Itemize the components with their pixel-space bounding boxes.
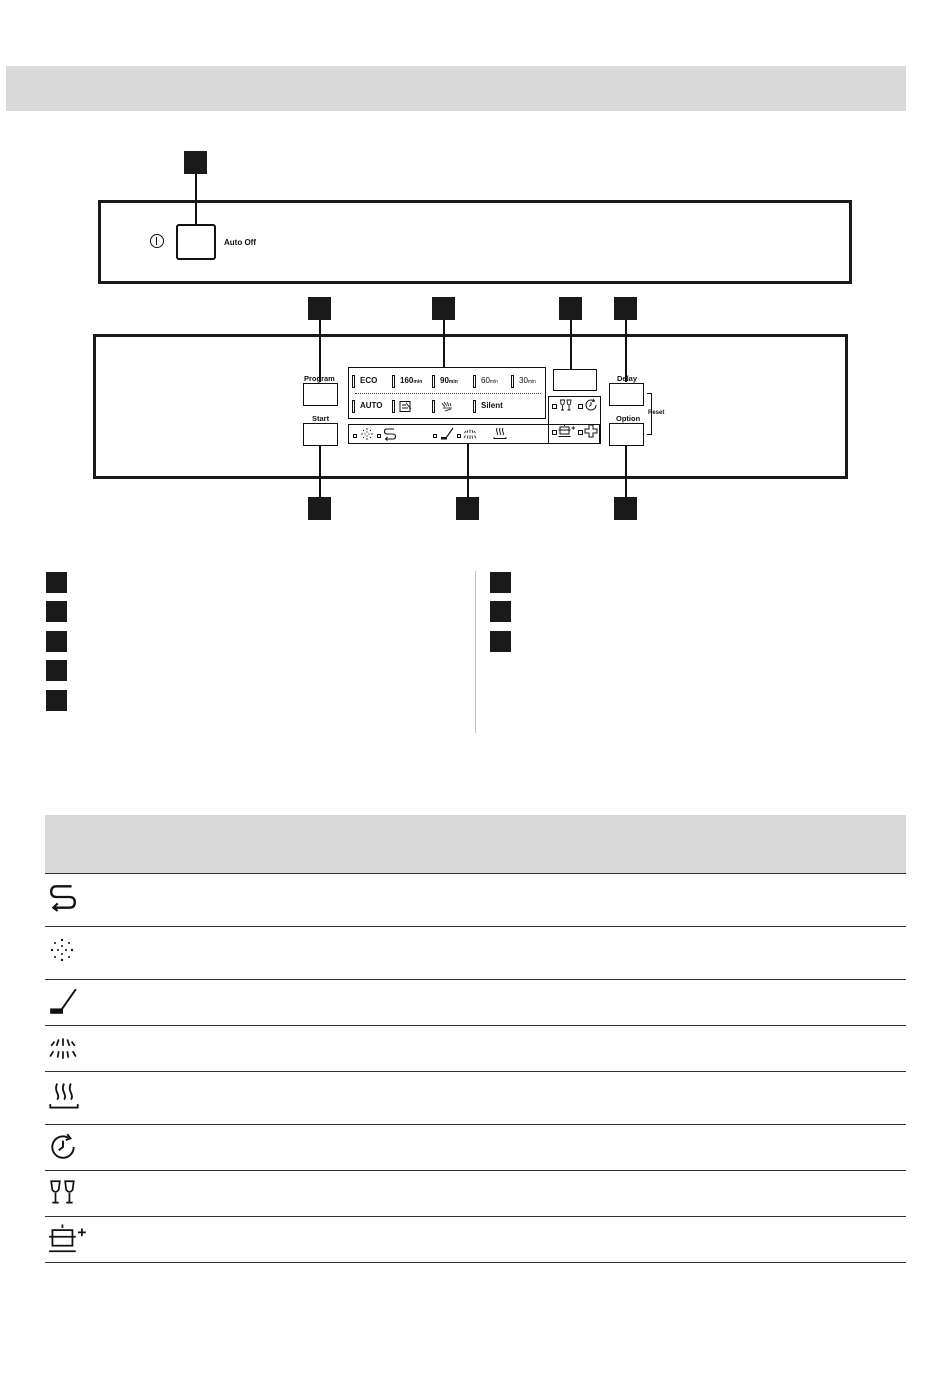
callout-marker — [308, 497, 331, 520]
start-label: Start — [312, 414, 330, 423]
callout-line — [443, 320, 445, 367]
salt-icon — [48, 936, 76, 964]
time-saver-icon — [48, 1132, 78, 1162]
callout-marker — [308, 297, 331, 320]
auto-off-label: Auto Off — [224, 238, 256, 247]
table-row-divider — [45, 1124, 906, 1125]
legend-marker — [490, 572, 511, 593]
legend-marker — [46, 601, 67, 622]
reset-bracket — [647, 434, 652, 435]
callout-line — [467, 444, 469, 498]
pot-icon — [399, 400, 413, 413]
start-button[interactable] — [303, 423, 338, 446]
table-row-divider — [45, 1262, 906, 1263]
legend-marker — [46, 660, 67, 681]
drying-icon — [493, 426, 507, 440]
program-button[interactable] — [303, 383, 338, 406]
machine-care-led — [433, 434, 437, 438]
callout-line — [625, 320, 627, 382]
table-row-divider — [45, 1025, 906, 1026]
spray-led — [457, 434, 461, 438]
power-button[interactable] — [176, 224, 216, 260]
callout-marker — [614, 297, 637, 320]
table-row-divider — [45, 979, 906, 980]
callout-marker — [559, 297, 582, 320]
legend-divider — [475, 571, 476, 733]
pot-plus-icon — [48, 1223, 88, 1255]
callout-line — [570, 320, 572, 370]
callout-marker — [456, 497, 479, 520]
callout-marker — [432, 297, 455, 320]
glass-care-icon — [559, 399, 573, 412]
table-row-divider — [45, 873, 906, 874]
callout-line — [319, 446, 321, 498]
power-icon — [150, 234, 164, 248]
program-label: Program — [304, 374, 335, 383]
salt-icon — [360, 427, 374, 441]
machine-care-icon — [48, 987, 78, 1017]
display-divider — [355, 393, 541, 394]
table-row-divider — [45, 1170, 906, 1171]
reset-label: Reset — [648, 410, 665, 416]
table-row-divider — [45, 926, 906, 927]
legend-marker — [46, 690, 67, 711]
legend-marker — [46, 631, 67, 652]
callout-marker — [184, 151, 207, 174]
rinse-aid-icon — [383, 427, 397, 441]
rinse-aid-icon — [48, 882, 78, 912]
callout-marker — [614, 497, 637, 520]
spray-icon — [440, 400, 454, 413]
time-display — [553, 369, 597, 391]
callout-line — [319, 320, 321, 382]
legend-marker — [490, 631, 511, 652]
drying-icon — [48, 1079, 80, 1111]
glass-care-icon — [48, 1178, 78, 1208]
delay-button[interactable] — [609, 383, 644, 406]
spray-icon — [463, 427, 477, 441]
time-saver-icon — [584, 398, 598, 412]
rinse-aid-led — [377, 434, 381, 438]
machine-care-icon — [440, 427, 454, 441]
section-header-band — [6, 66, 906, 111]
indicator-table-header — [45, 815, 906, 873]
option-button[interactable] — [609, 423, 644, 446]
option-label: Option — [616, 414, 641, 423]
legend-marker — [46, 572, 67, 593]
table-row-divider — [45, 1071, 906, 1072]
salt-led — [353, 434, 357, 438]
time-saver-led — [578, 404, 583, 409]
delay-label: Delay — [617, 374, 638, 383]
legend-marker — [490, 601, 511, 622]
spray-icon — [48, 1033, 78, 1063]
glass-care-led — [552, 404, 557, 409]
callout-line — [625, 446, 627, 498]
table-row-divider — [45, 1216, 906, 1217]
